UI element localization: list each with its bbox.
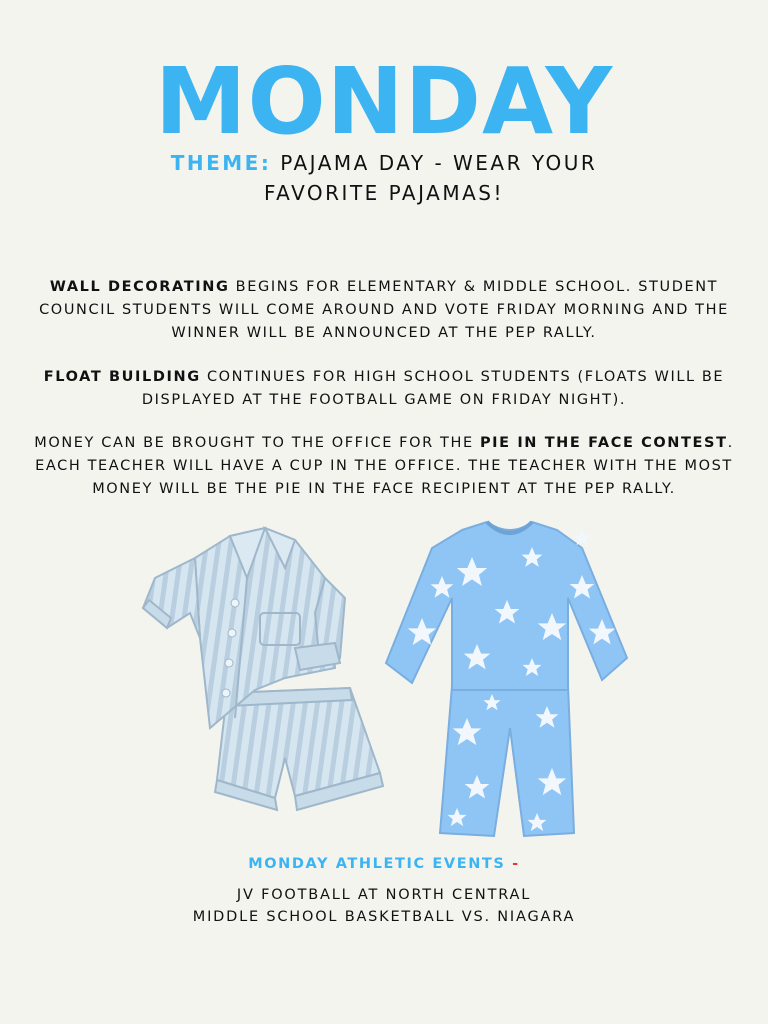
theme-label: THEME: xyxy=(170,151,272,175)
athletic-event-item: JV FOOTBALL AT NORTH CENTRAL xyxy=(236,887,532,903)
wall-decorating-label: WALL DECORATING xyxy=(49,279,230,295)
athletic-events-label: MONDAY ATHLETIC EVENTS xyxy=(248,856,506,872)
pie-contest-label: PIE IN THE FACE CONTEST xyxy=(479,435,728,451)
theme-line-2: FAVORITE PAJAMAS! xyxy=(264,181,504,205)
theme-line-1: PAJAMA DAY - WEAR YOUR xyxy=(271,151,598,175)
float-building-text: CONTINUES FOR HIGH SCHOOL STUDENTS (FLOATS WILL BE DISPLAYED AT THE FOOTBALL GAME ON FRIDAY NIGHT). xyxy=(141,369,725,408)
pie-contest-paragraph xyxy=(24,432,744,501)
wall-decorating-paragraph xyxy=(24,276,744,345)
float-building-paragraph xyxy=(24,366,744,412)
athletic-events-title xyxy=(0,856,768,872)
theme-text xyxy=(0,148,768,208)
page-title: MONDAY xyxy=(154,48,614,155)
pie-contest-text-after: . EACH TEACHER WILL HAVE A CUP IN THE OFFICE. THE TEACHER WITH THE MOST MONEY WILL BE THE PIE IN THE FACE RECIPIENT AT THE PEP RALLY. xyxy=(35,435,734,497)
star-pajama-icon xyxy=(382,518,632,838)
float-building-label: FLOAT BUILDING xyxy=(43,369,201,385)
striped-pajama-icon xyxy=(135,518,390,818)
athletic-events-dash: - xyxy=(505,856,520,872)
pie-contest-text-before: MONEY CAN BE BROUGHT TO THE OFFICE FOR THE xyxy=(34,435,480,451)
wall-decorating-text: BEGINS FOR ELEMENTARY & MIDDLE SCHOOL. STUDENT COUNCIL STUDENTS WILL COME AROUND AND VOTE FRIDAY MORNING AND THE WINNER WILL BE ANNOUNCED AT THE PEP RALLY. xyxy=(39,279,729,341)
athletic-event-item: MIDDLE SCHOOL BASKETBALL VS. NIAGARA xyxy=(192,909,576,925)
